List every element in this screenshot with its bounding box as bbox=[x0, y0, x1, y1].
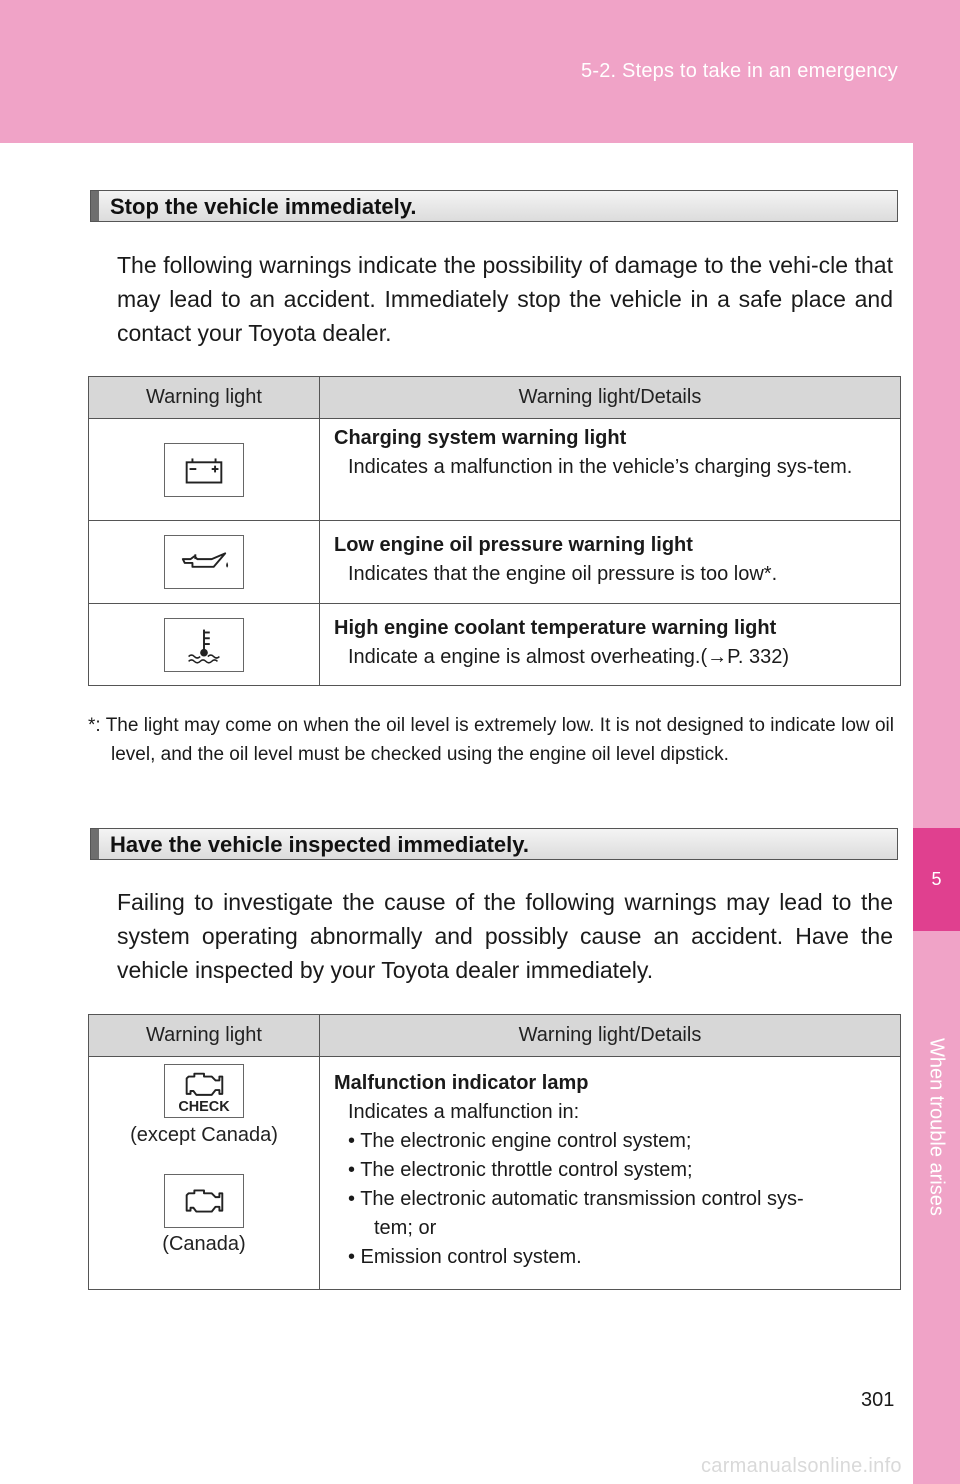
list-item-continuation: tem; or bbox=[374, 1217, 437, 1239]
column-header: Warning light bbox=[89, 1015, 320, 1057]
section-heading-title: Have the vehicle inspected immediately. bbox=[110, 832, 529, 857]
oil-can-icon bbox=[164, 535, 244, 589]
icon-caption: (except Canada) bbox=[130, 1124, 278, 1146]
section-heading-inspect bbox=[90, 828, 898, 860]
coolant-temperature-icon bbox=[164, 618, 244, 672]
column-header: Warning light/Details bbox=[320, 377, 901, 419]
section-paragraph: The following warnings indicate the possibility of damage to the vehi-cle that may lead to an accident. Immediately stop the vehicle in a safe place and contact your Toyota dealer. bbox=[117, 252, 893, 346]
list-item: • The electronic throttle control system; bbox=[348, 1159, 693, 1181]
heading-bar bbox=[91, 191, 99, 221]
list-item: • Emission control system. bbox=[348, 1246, 582, 1268]
chapter-title-tab[interactable]: When trouble arises bbox=[925, 1038, 948, 1216]
engine-icon bbox=[164, 1174, 244, 1228]
check-engine-icon bbox=[164, 1064, 244, 1118]
side-tab-band bbox=[913, 143, 960, 1484]
section-heading-stop bbox=[90, 190, 898, 222]
heading-bar bbox=[91, 829, 99, 859]
chapter-number-tab[interactable]: 5 bbox=[913, 828, 960, 931]
warning-light-table bbox=[88, 1014, 901, 1290]
table-row bbox=[89, 1057, 901, 1290]
table-row bbox=[89, 419, 901, 521]
footnote: *: The light may come on when the oil level is extremely low. It is not designed to indicate low oil level, and the oil level must be checked using the engine oil level dipstick. bbox=[88, 715, 894, 765]
warning-light-table bbox=[88, 376, 901, 686]
warning-description: Indicate a engine is almost overheating.(→P. 332) bbox=[348, 646, 790, 668]
warning-title: Low engine oil pressure warning light bbox=[334, 534, 693, 556]
warning-description: Indicates that the engine oil pressure is too low*. bbox=[348, 563, 778, 585]
warning-title: High engine coolant temperature warning light bbox=[334, 617, 777, 639]
warning-description: Indicates a malfunction in the vehicle’s charging sys-tem. bbox=[348, 456, 853, 478]
list-item: • The electronic engine control system; bbox=[348, 1130, 692, 1152]
warning-title: Charging system warning light bbox=[334, 427, 627, 449]
section-heading-title: Stop the vehicle immediately. bbox=[110, 194, 417, 219]
list-item: • The electronic automatic transmission control sys- bbox=[348, 1188, 804, 1210]
warning-title: Malfunction indicator lamp bbox=[334, 1072, 589, 1094]
table-row bbox=[89, 604, 901, 686]
watermark: carmanualsonline.info bbox=[701, 1455, 902, 1477]
check-label: CHECK bbox=[178, 1099, 230, 1116]
section-paragraph: Failing to investigate the cause of the following warnings may lead to the system operating abnormally and possibly cause an accident. Have the vehicle inspected by your Toyota dealer immediately. bbox=[117, 889, 893, 983]
table-row bbox=[89, 521, 901, 604]
icon-caption: (Canada) bbox=[162, 1233, 246, 1255]
column-header: Warning light/Details bbox=[320, 1015, 901, 1057]
column-header: Warning light bbox=[89, 377, 320, 419]
section-header: 5-2. Steps to take in an emergency bbox=[581, 60, 898, 82]
page-number: 301 bbox=[861, 1389, 895, 1411]
table-header-row bbox=[89, 377, 901, 419]
table-header-row bbox=[89, 1015, 901, 1057]
warning-description: Indicates a malfunction in: bbox=[348, 1101, 580, 1123]
battery-icon bbox=[164, 443, 244, 497]
